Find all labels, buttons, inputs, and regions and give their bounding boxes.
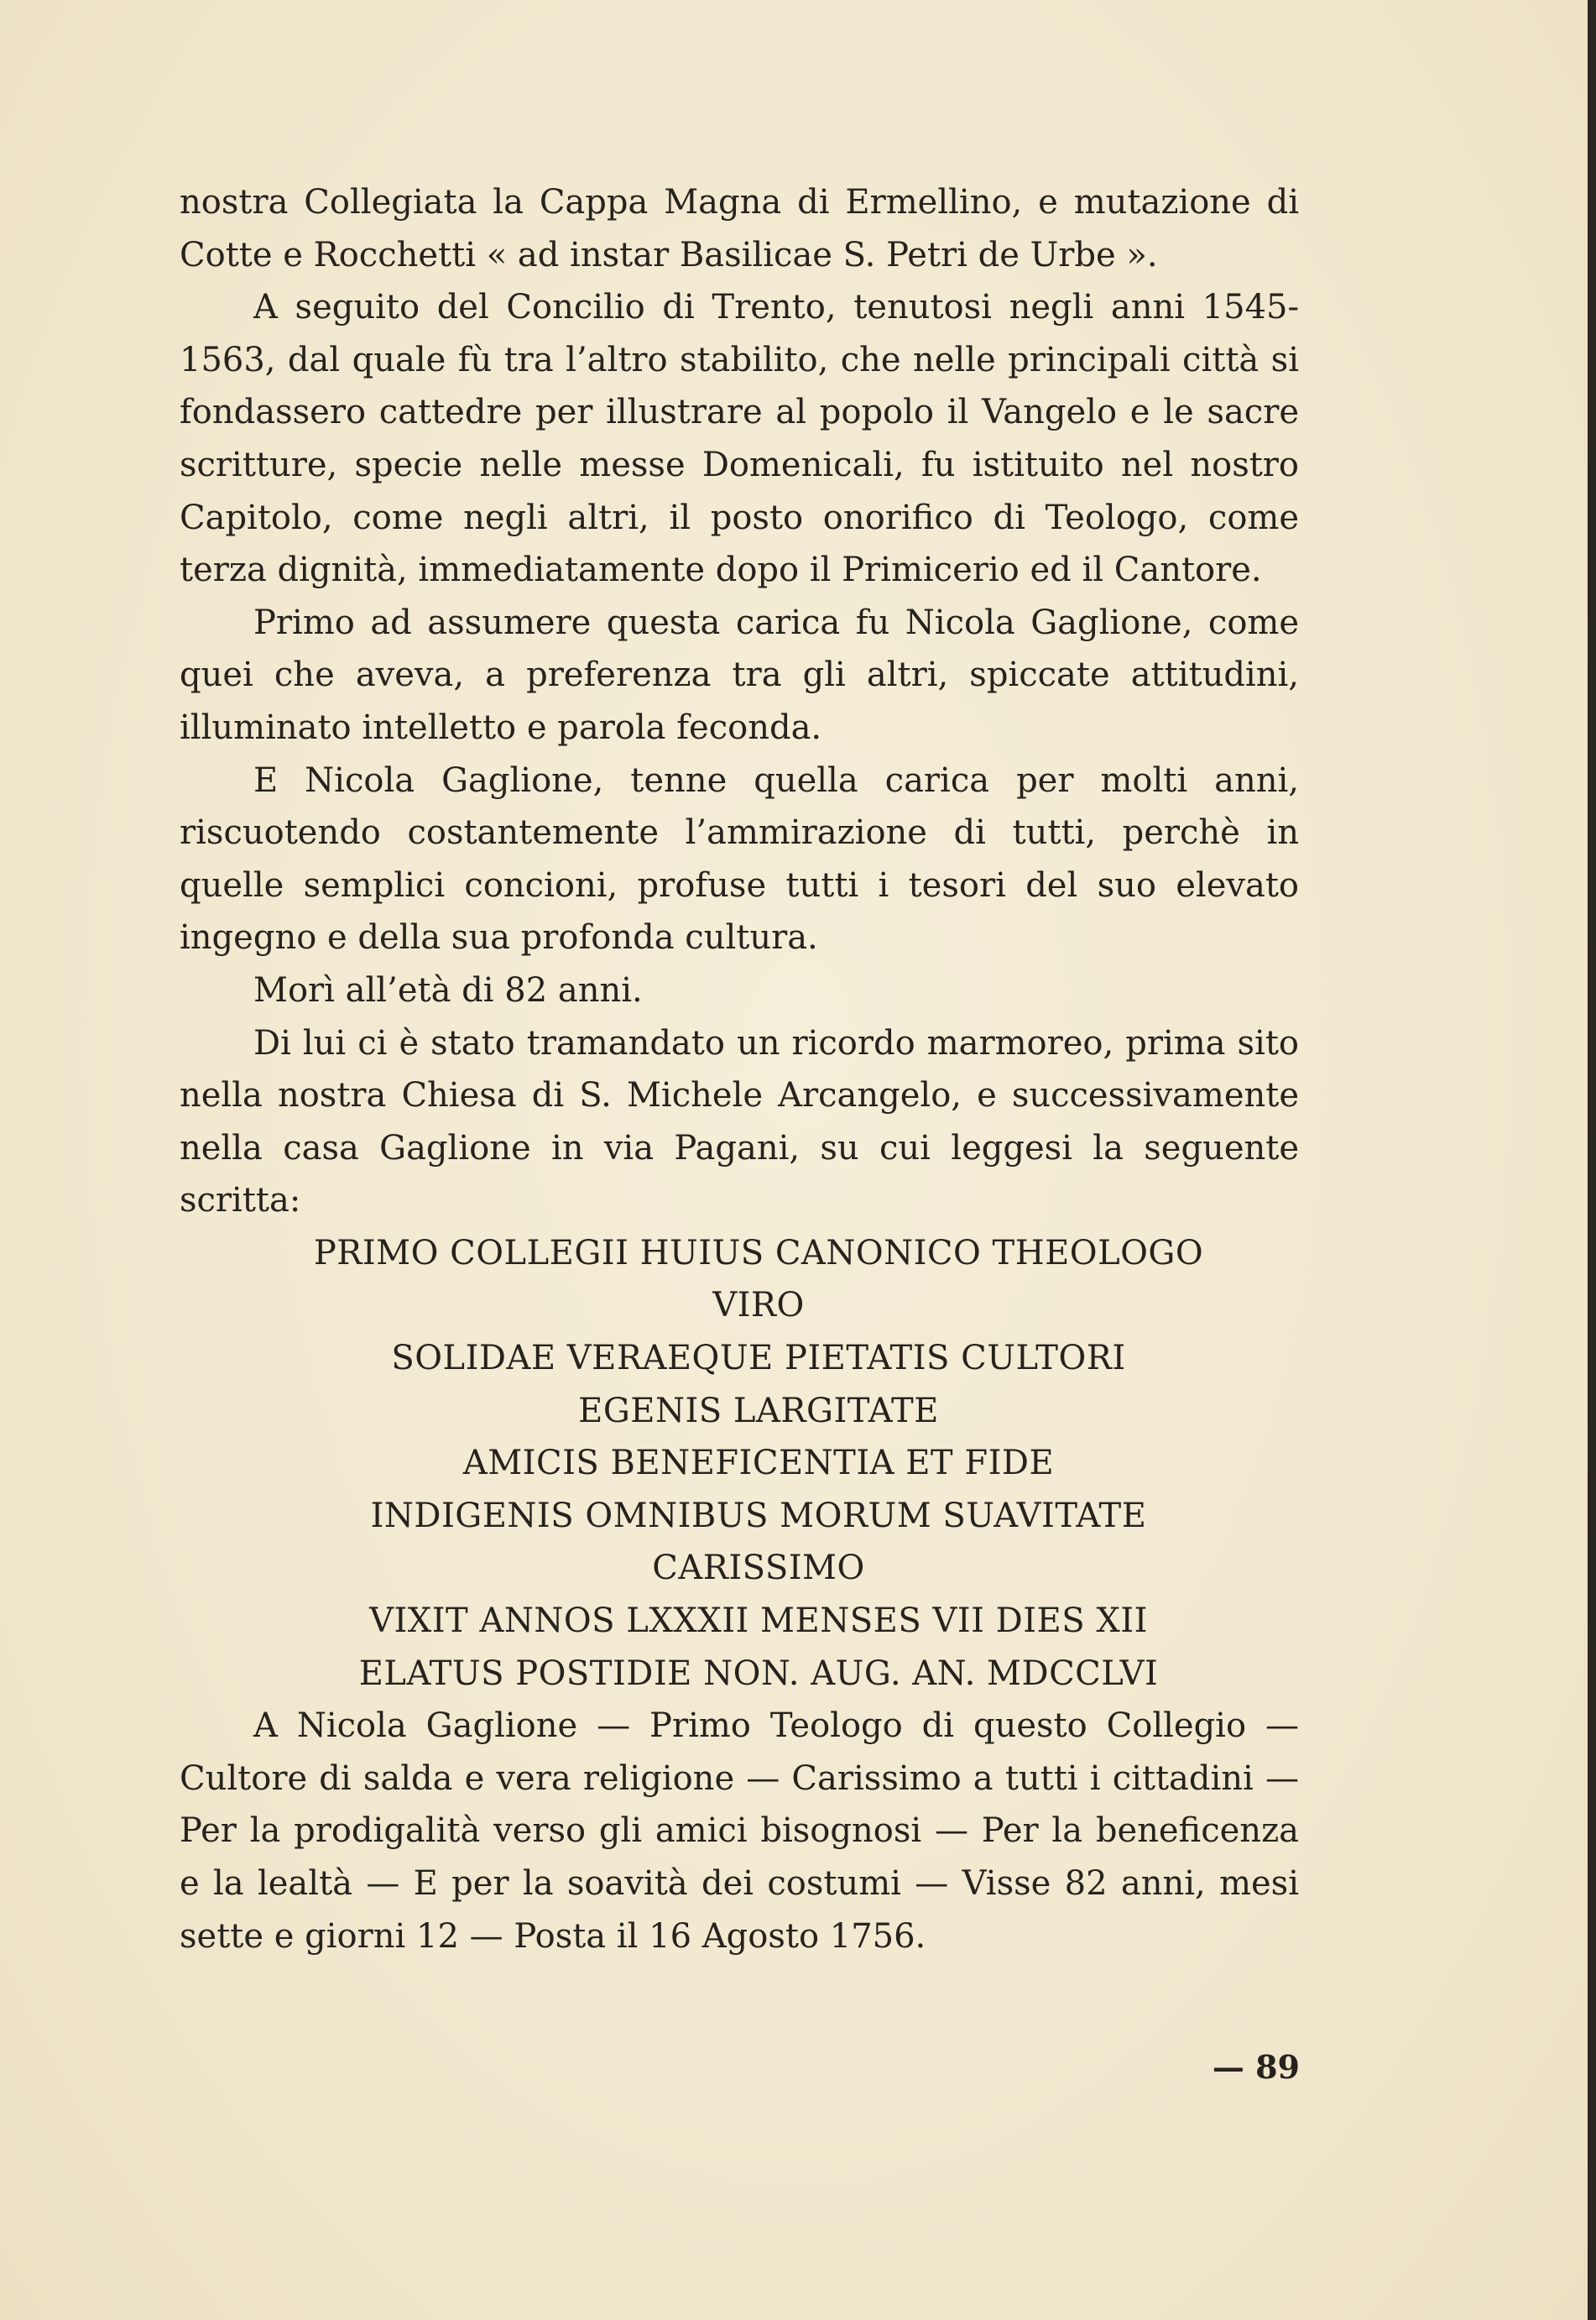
paragraph-carica: E Nicola Gaglione, tenne quella carica per molti anni, riscuotendo costantemente l’ammirazione di tutti, perchè in quelle semplici concioni, profuse tutti i tesori del suo elevato ingegno e della sua profonda cultura. xyxy=(180,760,1299,958)
page-edge-shadow xyxy=(1588,0,1596,2320)
inscription-line: VIRO xyxy=(712,1286,805,1325)
page-body-text xyxy=(180,176,1299,1962)
inscription-line: VIXIT ANNOS LXXXII MENSES VII DIES XII xyxy=(369,1602,1148,1641)
paragraph-primo-teologo: Primo ad assumere questa carica fu Nicola Gaglione, come quei che aveva, a preferenza tra gli altri, spiccate attitudini, illuminato intelletto e parola feconda. xyxy=(180,603,1299,747)
inscription-line: PRIMO COLLEGII HUIUS CANONICO THEOLOGO xyxy=(313,1233,1204,1272)
latin-inscription xyxy=(180,1227,1299,1700)
paragraph-morte: Morì all’età di 82 anni. xyxy=(253,970,643,1010)
inscription-line: EGENIS LARGITATE xyxy=(578,1391,939,1430)
inscription-line: CARISSIMO xyxy=(652,1549,865,1588)
paragraph-concilio-trento: A seguito del Concilio di Trento, tenutosi negli anni 1545-1563, dal quale fù tra l’altro stabilito, che nelle principali città si fondassero cattedre per illustrare al popolo il Vangelo e le sacre scritture, specie nelle messe Domenicali, fu istituito nel nostro Capitolo, come negli altri, il posto onorifico di Teologo, come terza dignità, immediatamente dopo il Primicerio ed il Cantore. xyxy=(180,288,1299,590)
inscription-line: ELATUS POSTIDIE NON. AUG. AN. MDCCLVI xyxy=(358,1654,1159,1693)
inscription-line: INDIGENIS OMNIBUS MORUM SUAVITATE xyxy=(370,1496,1147,1535)
paragraph-translation: A Nicola Gaglione — Primo Teologo di questo Collegio — Cultore di salda e vera religione — Carissimo a tutti i cittadini — Per la prodigalità verso gli amici bisognosi — Per la beneficenza e la lealtà — E per la soavità dei costumi — Visse 82 anni, mesi sette e giorni 12 — Posta il 16 Agosto 1756. xyxy=(180,1706,1299,1956)
page-number: — 89 xyxy=(1212,2048,1300,2086)
inscription-line: SOLIDAE VERAEQUE PIETATIS CULTORI xyxy=(391,1339,1126,1378)
paragraph-ricordo-marmoreo: Di lui ci è stato tramandato un ricordo marmoreo, prima sito nella nostra Chiesa di S. Michele Arcangelo, e successivamente nella casa Gaglione in via Pagani, su cui leggesi la seguente scritta: xyxy=(180,1023,1299,1220)
paragraph-continuation: nostra Collegiata la Cappa Magna di Ermellino, e mutazione di Cotte e Rocchetti « ad instar Basilicae S. Petri de Urbe ». xyxy=(180,183,1299,274)
inscription-line: AMICIS BENEFICENTIA ET FIDE xyxy=(462,1444,1055,1483)
